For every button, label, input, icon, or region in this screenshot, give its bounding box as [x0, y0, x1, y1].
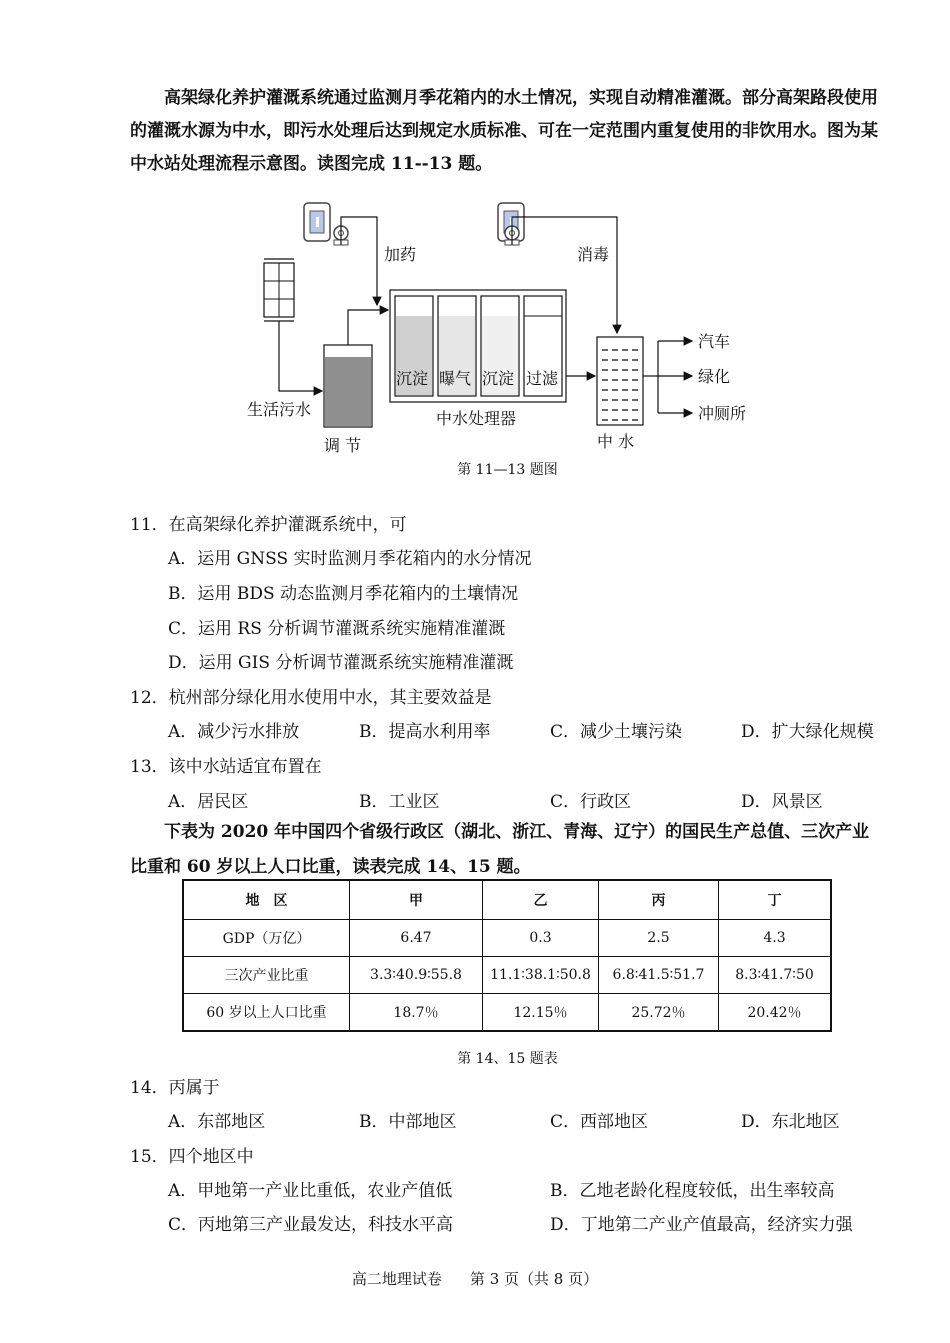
table-cell: 18.7％: [350, 994, 483, 1032]
label-reclaimed-water: 中 水: [597, 432, 635, 451]
footer-page-number: 第 3 页（共 8 页）: [469, 1270, 599, 1288]
q14-option-a[interactable]: A．东部地区: [168, 1112, 266, 1132]
tank-label-1: 沉淀: [396, 369, 429, 388]
table-row: [183, 994, 831, 1032]
adjustment-tank: [324, 345, 372, 427]
footer-title: 高二地理试卷: [351, 1270, 442, 1288]
label-disinfect: 消毒: [577, 245, 610, 264]
table-header-row: [183, 880, 831, 920]
table-cell: 2.5: [599, 920, 719, 957]
label-add-chemicals: 加药: [384, 245, 417, 264]
q14-option-d[interactable]: D．东北地区: [741, 1112, 840, 1132]
table-cell: 12.15％: [483, 994, 599, 1032]
table-cell: 8.3∶41.7∶50: [719, 957, 832, 994]
q12-stem: 12．杭州部分绿化用水使用中水，其主要效益是: [130, 688, 492, 708]
tank-label-4: 过滤: [526, 369, 559, 388]
table-header-cell: 丁: [719, 880, 832, 920]
table-cell: 20.42％: [719, 994, 832, 1032]
table-row: [183, 920, 831, 957]
output-toilet: 冲厕所: [698, 404, 747, 423]
diagram-caption: 第 11—13 题图: [457, 462, 558, 478]
q13-option-c[interactable]: C．行政区: [550, 792, 632, 812]
label-adjust: 调 节: [324, 436, 362, 455]
table-cell: 3.3∶40.9∶55.8: [350, 957, 483, 994]
intro-paragraph-2: [130, 815, 885, 885]
label-sewage: 生活污水: [247, 400, 312, 419]
q11-option-b[interactable]: B．运用 BDS 动态监测月季花箱内的土壤情况: [168, 584, 519, 604]
q11-stem: 11．在高架绿化养护灌溉系统中，可: [130, 515, 407, 535]
q15-stem: 15．四个地区中: [130, 1147, 254, 1167]
q14-option-b[interactable]: B．中部地区: [359, 1112, 457, 1132]
label-processor: 中水处理器: [436, 409, 517, 428]
q13-option-b[interactable]: B．工业区: [359, 792, 440, 812]
reclaimed-water-tank: [597, 337, 643, 425]
q14-option-c[interactable]: C．西部地区: [550, 1112, 649, 1132]
q11-option-c[interactable]: C．运用 RS 分析调节灌溉系统实施精准灌溉: [168, 619, 506, 639]
intro-paragraph-1: [130, 82, 885, 181]
building-icon: [264, 259, 294, 321]
table-caption: 第 14、15 题表: [457, 1051, 558, 1067]
output-car: 汽车: [698, 332, 731, 351]
intro-text-1: 高架绿化养护灌溉系统通过监测月季花箱内的水土情况，实现自动精准灌溉。部分高架路段使用的灌溉水源为中水，即污水处理后达到规定水质标准、可在一定范围内重复使用的非饮用水。图为某中水站处理流程示意图。读图完成 11--13 题。: [130, 88, 878, 174]
q13-option-a[interactable]: A．居民区: [168, 792, 249, 812]
table-cell: 三次产业比重: [183, 957, 350, 994]
table-cell: 6.47: [350, 920, 483, 957]
q14-stem: 14．丙属于: [130, 1078, 220, 1098]
q15-option-c[interactable]: C．丙地第三产业最发达，科技水平高: [168, 1215, 454, 1235]
q11-option-d[interactable]: D．运用 GIS 分析调节灌溉系统实施精准灌溉: [168, 653, 514, 673]
q15-option-b[interactable]: B．乙地老龄化程度较低，出生率较高: [550, 1181, 835, 1201]
table-cell: 11.1∶38.1∶50.8: [483, 957, 599, 994]
q12-option-b[interactable]: B．提高水利用率: [359, 722, 491, 742]
water-treatment-diagram: [240, 195, 770, 455]
table-cell: 0.3: [483, 920, 599, 957]
tank-label-3: 沉淀: [482, 369, 515, 388]
q11-option-a[interactable]: A．运用 GNSS 实时监测月季花箱内的水分情况: [168, 549, 532, 569]
table-header-cell: 地 区: [183, 880, 350, 920]
table-cell: 25.72％: [599, 994, 719, 1032]
table-header-cell: 甲: [350, 880, 483, 920]
q13-stem: 13．该中水站适宜布置在: [130, 757, 322, 777]
q15-option-d[interactable]: D．丁地第二产业产值最高，经济实力强: [550, 1215, 853, 1235]
q15-option-a[interactable]: A．甲地第一产业比重低，农业产值低: [168, 1181, 453, 1201]
q12-option-a[interactable]: A．减少污水排放: [168, 722, 300, 742]
output-greening: 绿化: [698, 367, 731, 386]
disinfect-tank-icon: [498, 203, 524, 245]
q13-option-d[interactable]: D．风景区: [741, 792, 823, 812]
table-cell: 6.8∶41.5∶51.7: [599, 957, 719, 994]
table-cell: GDP（万亿）: [183, 920, 350, 957]
q12-option-c[interactable]: C．减少土壤污染: [550, 722, 683, 742]
tank-label-2: 曝气: [439, 369, 472, 388]
table-header-cell: 丙: [599, 880, 719, 920]
page-footer: [0, 1268, 950, 1289]
q12-option-d[interactable]: D．扩大绿化规模: [741, 722, 874, 742]
table-cell: 60 岁以上人口比重: [183, 994, 350, 1032]
intro-text-2: 下表为 2020 年中国四个省级行政区（湖北、浙江、青海、辽宁）的国民生产总值、三次产业比重和 60 岁以上人口比重，读表完成 14、15 题。: [130, 822, 870, 877]
data-table: [182, 879, 832, 1032]
table-cell: 4.3: [719, 920, 832, 957]
table-header-cell: 乙: [483, 880, 599, 920]
table-row: [183, 957, 831, 994]
